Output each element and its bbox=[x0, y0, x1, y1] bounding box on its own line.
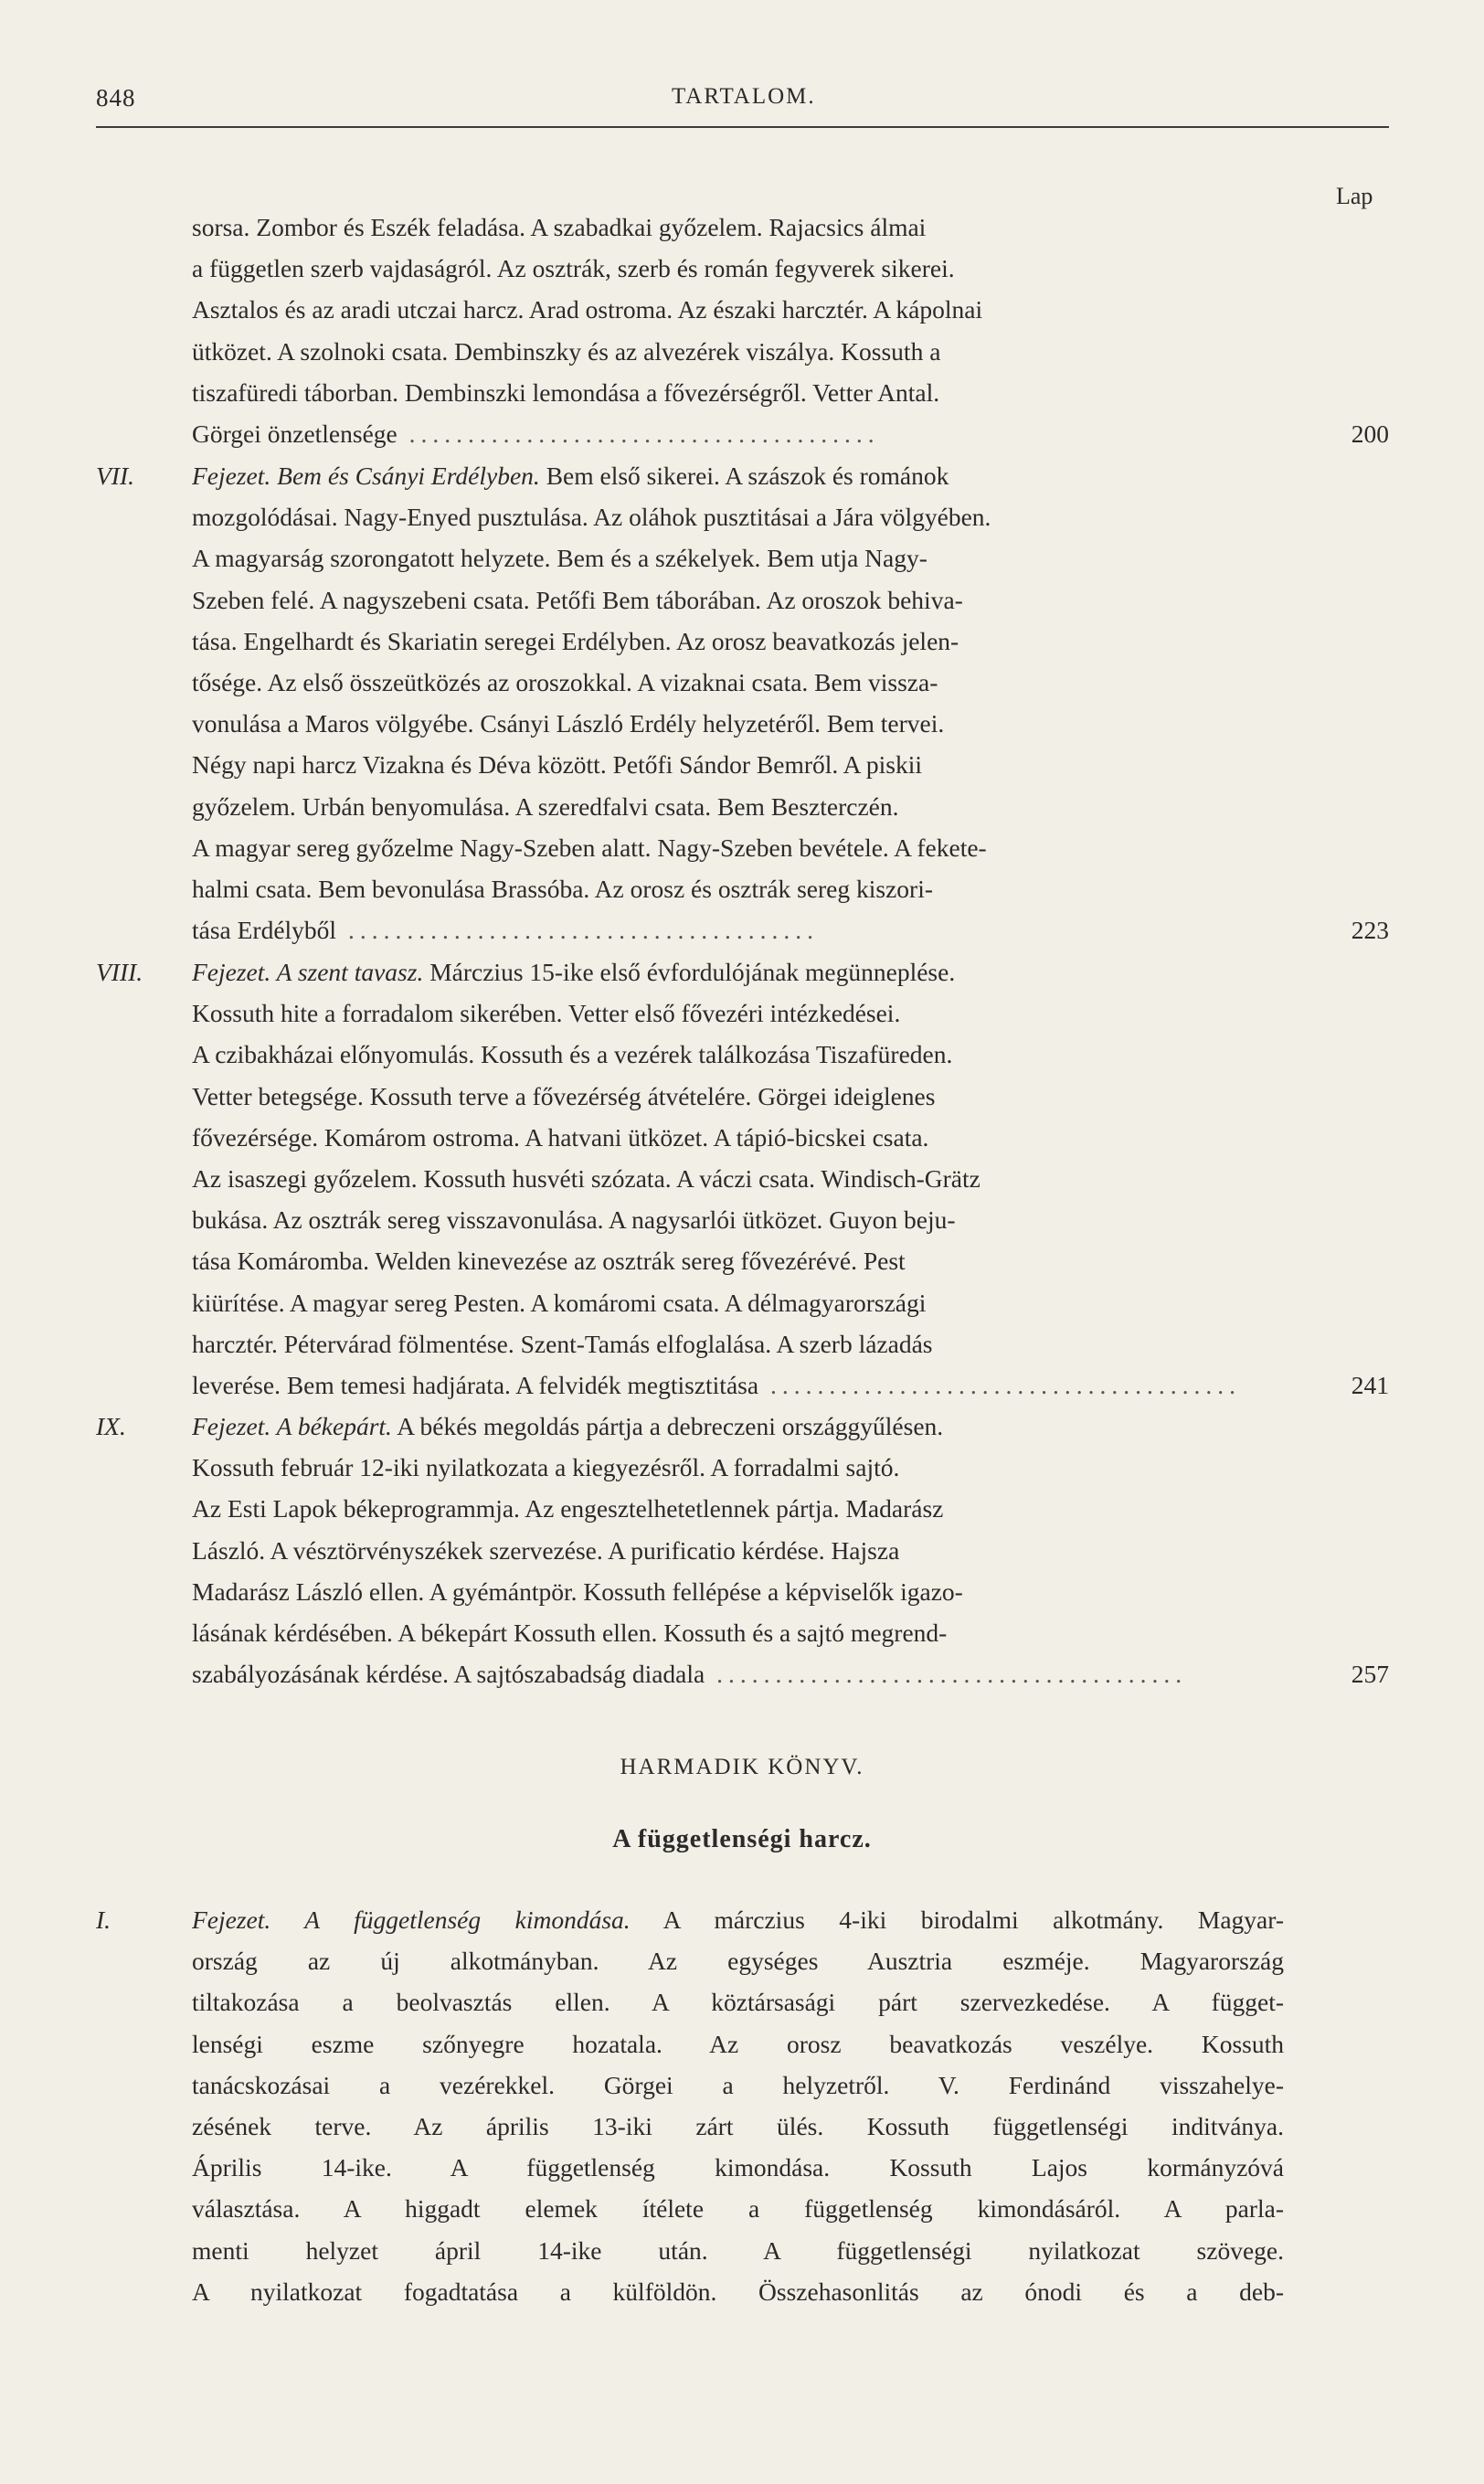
line-text: Márczius 15-ike első évfordulójának megünneplése. bbox=[429, 958, 956, 986]
line-text: sorsa. Zombor és Eszék feladása. A szabadkai győzelem. Rajacsics álmai bbox=[192, 213, 927, 241]
dot-leader: ........................................ bbox=[336, 916, 819, 945]
line-text: Vetter betegsége. Kossuth terve a fővezérség átvételére. Görgei ideiglenes bbox=[192, 1081, 936, 1110]
line-text: A márczius 4-iki birodalmi alkotmány. Magyar- bbox=[662, 1905, 1284, 1934]
line-text: A magyarság szorongatott helyzete. Bem és a székelyek. Bem utja Nagy- bbox=[192, 544, 928, 573]
toc-entry-chapter-8 bbox=[96, 951, 1389, 1406]
line-text: ütközet. A szolnoki csata. Dembinszky és az alvezérek viszálya. Kossuth a bbox=[192, 336, 941, 366]
entry-line bbox=[192, 2106, 1284, 2147]
line-text: tása. Engelhardt és Skariatin seregei Erdélyben. Az orosz beavatkozás jelen- bbox=[192, 626, 959, 655]
running-title: TARTALOM. bbox=[672, 84, 816, 109]
entry-line bbox=[192, 1940, 1284, 1981]
entry-line bbox=[192, 2230, 1284, 2271]
entry-line bbox=[192, 1034, 1284, 1075]
line-text: mozgolódásai. Nagy-Enyed pusztulása. Az oláhok pusztitásai a Jára völgyében. bbox=[192, 503, 991, 532]
entry-line bbox=[192, 744, 1284, 785]
line-text: tása Komáromba. Welden kinevezése az osztrák sereg fővezérévé. Pest bbox=[192, 1247, 906, 1276]
entry-line bbox=[192, 2188, 1284, 2229]
book-title: HARMADIK KÖNYV. bbox=[620, 1755, 864, 1779]
chapter-title: Fejezet. Bem és Csányi Erdélyben. bbox=[192, 462, 540, 490]
entry-line bbox=[192, 207, 1284, 248]
entry-line bbox=[192, 1158, 1284, 1199]
line-text: tanácskozásai a vezérekkel. Görgei a helyzetről. V. Ferdinánd visszahelye- bbox=[192, 2070, 1284, 2099]
line-text: László. A vésztörvényszékek szervezése. A purificatio kérdése. Hajsza bbox=[192, 1535, 900, 1565]
toc-entry-chapter-9 bbox=[96, 1406, 1389, 1694]
line-text: A czibakházai előnyomulás. Kossuth és a vezérek találkozása Tiszafüreden. bbox=[192, 1040, 953, 1069]
chapter-number: I. bbox=[96, 1905, 111, 1934]
entry-line bbox=[192, 413, 1284, 454]
line-text: Bem első sikerei. A szászok és románok bbox=[546, 462, 949, 490]
entry-text bbox=[192, 951, 1284, 1406]
entry-line bbox=[192, 1612, 1284, 1653]
line-text: Asztalos és az aradi utczai harcz. Arad ostroma. Az északi harcztér. A kápolnai bbox=[192, 295, 983, 324]
entry-text bbox=[192, 207, 1284, 454]
line-text: Kossuth hite a forradalom sikerében. Vetter első fővezéri intézkedései. bbox=[192, 999, 901, 1028]
line-text: tősége. Az első összeütközés az oroszokkal. A vizaknai csata. Bem vissza- bbox=[192, 667, 938, 696]
toc-entry-chapter-7 bbox=[96, 455, 1389, 950]
entry-text bbox=[192, 1899, 1284, 2312]
line-text: Madarász László ellen. A gyémántpör. Kossuth fellépése a képviselők igazo- bbox=[192, 1576, 963, 1606]
chapter-number: VII. bbox=[96, 462, 134, 490]
entry-line bbox=[192, 2065, 1284, 2106]
entry-line bbox=[192, 1076, 1284, 1117]
chapter-number: IX. bbox=[96, 1412, 126, 1440]
line-text: leverése. Bem temesi hadjárata. A felvidék megtisztitása bbox=[192, 1370, 759, 1399]
entry-line bbox=[192, 951, 1284, 993]
line-text: vonulása a Maros völgyébe. Csányi László Erdély helyzetéről. Bem tervei. bbox=[192, 709, 945, 738]
entry-line bbox=[192, 1282, 1284, 1323]
entry-line bbox=[192, 496, 1284, 537]
line-text: Szeben felé. A nagyszebeni csata. Petőfi Bem táborában. Az oroszok behiva- bbox=[192, 585, 963, 614]
line-text: A békés megoldás pártja a debreczeni országgyűlésen. bbox=[397, 1412, 944, 1440]
entry-line bbox=[192, 1117, 1284, 1158]
line-text: lenségi eszme szőnyegre hozatala. Az orosz beavatkozás veszélye. Kossuth bbox=[192, 2029, 1284, 2058]
entry-line bbox=[192, 1323, 1284, 1364]
entry-line bbox=[192, 1530, 1284, 1571]
entry-line bbox=[192, 1488, 1284, 1529]
entry-line bbox=[192, 537, 1284, 579]
toc-entry-continued bbox=[192, 207, 1389, 454]
entry-line bbox=[192, 662, 1284, 703]
entry-line bbox=[192, 868, 1284, 909]
entry-line bbox=[192, 1571, 1284, 1612]
toc-entry-book3-chapter-1 bbox=[96, 1899, 1389, 2312]
line-text: lásának kérdésében. A békepárt Kossuth ellen. Kossuth és a sajtó megrend- bbox=[192, 1618, 948, 1647]
entry-line bbox=[192, 1406, 1284, 1447]
line-text: bukása. Az osztrák sereg visszavonulása. A nagysarlói ütközet. Guyon beju- bbox=[192, 1205, 956, 1235]
entry-line bbox=[192, 289, 1284, 330]
entry-line bbox=[192, 372, 1284, 413]
chapter-number: VIII. bbox=[96, 958, 143, 986]
line-text: tiszafüredi táborban. Dembinszki lemondása a fővezérségről. Vetter Antal. bbox=[192, 377, 940, 407]
page-column-label: Lap bbox=[1336, 183, 1373, 209]
line-text: A nyilatkozat fogadtatása a külföldön. Összehasonlitás az ónodi és a deb- bbox=[192, 2277, 1284, 2306]
entry-line bbox=[192, 248, 1284, 289]
page-reference: 241 bbox=[1351, 1371, 1389, 1399]
entry-line bbox=[192, 1364, 1284, 1406]
entry-line bbox=[192, 1199, 1284, 1240]
line-text: A magyar sereg győzelme Nagy-Szeben alatt. Nagy-Szeben bevétele. A fekete- bbox=[192, 833, 987, 862]
page-number: 848 bbox=[96, 84, 136, 111]
entry-line bbox=[192, 621, 1284, 662]
entry-line bbox=[192, 1653, 1284, 1694]
line-text: tása Erdélyből bbox=[192, 916, 337, 945]
page-header bbox=[96, 84, 1389, 130]
line-text: fővezérsége. Komárom ostroma. A hatvani ütközet. A tápió-bicskei csata. bbox=[192, 1122, 929, 1152]
line-text: Az isaszegi győzelem. Kossuth husvéti szózata. A váczi csata. Windisch-Grätz bbox=[192, 1163, 980, 1193]
line-text: szabályozásának kérdése. A sajtószabadság diadala bbox=[192, 1660, 705, 1689]
page-reference: 257 bbox=[1351, 1660, 1389, 1689]
line-text: Görgei önzetlensége bbox=[192, 419, 398, 448]
line-text: Az Esti Lapok békeprogrammja. Az engesztelhetetlennek pártja. Madarász bbox=[192, 1494, 944, 1523]
line-text: Kossuth február 12-iki nyilatkozata a kiegyezésről. A forradalmi sajtó. bbox=[192, 1453, 900, 1482]
entry-text bbox=[192, 455, 1284, 950]
line-text: a független szerb vajdaságról. Az osztrák, szerb és román fegyverek sikerei. bbox=[192, 254, 955, 283]
line-text: ország az új alkotmányban. Az egységes Ausztria eszméje. Magyarország bbox=[192, 1947, 1284, 1976]
line-text: Négy napi harcz Vizakna és Déva között. Petőfi Sándor Bemről. A piskii bbox=[192, 750, 922, 780]
line-text: zésének terve. Az április 13-iki zárt ülés. Kossuth függetlenségi inditványa. bbox=[192, 2111, 1284, 2140]
entry-text bbox=[192, 1406, 1284, 1694]
entry-line bbox=[192, 579, 1284, 621]
dot-leader: ........................................ bbox=[397, 419, 880, 448]
entry-line bbox=[192, 2147, 1284, 2188]
entry-line bbox=[192, 2271, 1284, 2312]
entry-line bbox=[192, 703, 1284, 744]
entry-line bbox=[192, 1240, 1284, 1281]
header-rule bbox=[96, 126, 1389, 128]
entry-line bbox=[192, 909, 1284, 950]
chapter-title: Fejezet. A békepárt. bbox=[192, 1412, 392, 1440]
entry-line bbox=[192, 1981, 1284, 2022]
dot-leader: ........................................ bbox=[705, 1660, 1188, 1689]
book-subtitle: A függetlenségi harcz. bbox=[612, 1825, 872, 1853]
dot-leader: ........................................ bbox=[758, 1370, 1241, 1399]
line-text: győzelem. Urbán benyomulása. A szeredfalvi csata. Bem Beszterczén. bbox=[192, 791, 899, 821]
entry-line bbox=[192, 1899, 1284, 1940]
line-text: választása. A higgadt elemek ítélete a függetlenség kimondásáról. A parla- bbox=[192, 2194, 1284, 2224]
entry-line bbox=[192, 2023, 1284, 2065]
entry-line bbox=[192, 455, 1284, 496]
entry-line bbox=[192, 786, 1284, 827]
line-text: Április 14-ike. A függetlenség kimondása. Kossuth Lajos kormányzóvá bbox=[192, 2153, 1284, 2182]
entry-line bbox=[192, 1447, 1284, 1488]
chapter-title: Fejezet. A szent tavasz. bbox=[192, 958, 424, 986]
line-text: kiürítése. A magyar sereg Pesten. A komáromi csata. A délmagyarországi bbox=[192, 1288, 927, 1317]
chapter-title: Fejezet. A függetlenség kimondása. bbox=[192, 1905, 631, 1934]
line-text: halmi csata. Bem bevonulása Brassóba. Az orosz és osztrák sereg kiszori- bbox=[192, 874, 934, 903]
entry-line bbox=[192, 993, 1284, 1034]
page-reference: 200 bbox=[1351, 419, 1389, 448]
entry-line bbox=[192, 331, 1284, 372]
line-text: menti helyzet ápril 14-ike után. A függetlenségi nyilatkozat szövege. bbox=[192, 2235, 1284, 2265]
line-text: harcztér. Pétervárad fölmentése. Szent-Tamás elfoglalása. A szerb lázadás bbox=[192, 1329, 933, 1358]
entry-line bbox=[192, 827, 1284, 868]
page-reference: 223 bbox=[1351, 916, 1389, 945]
line-text: tiltakozása a beolvasztás ellen. A köztársasági párt szervezkedése. A függet- bbox=[192, 1988, 1284, 2017]
